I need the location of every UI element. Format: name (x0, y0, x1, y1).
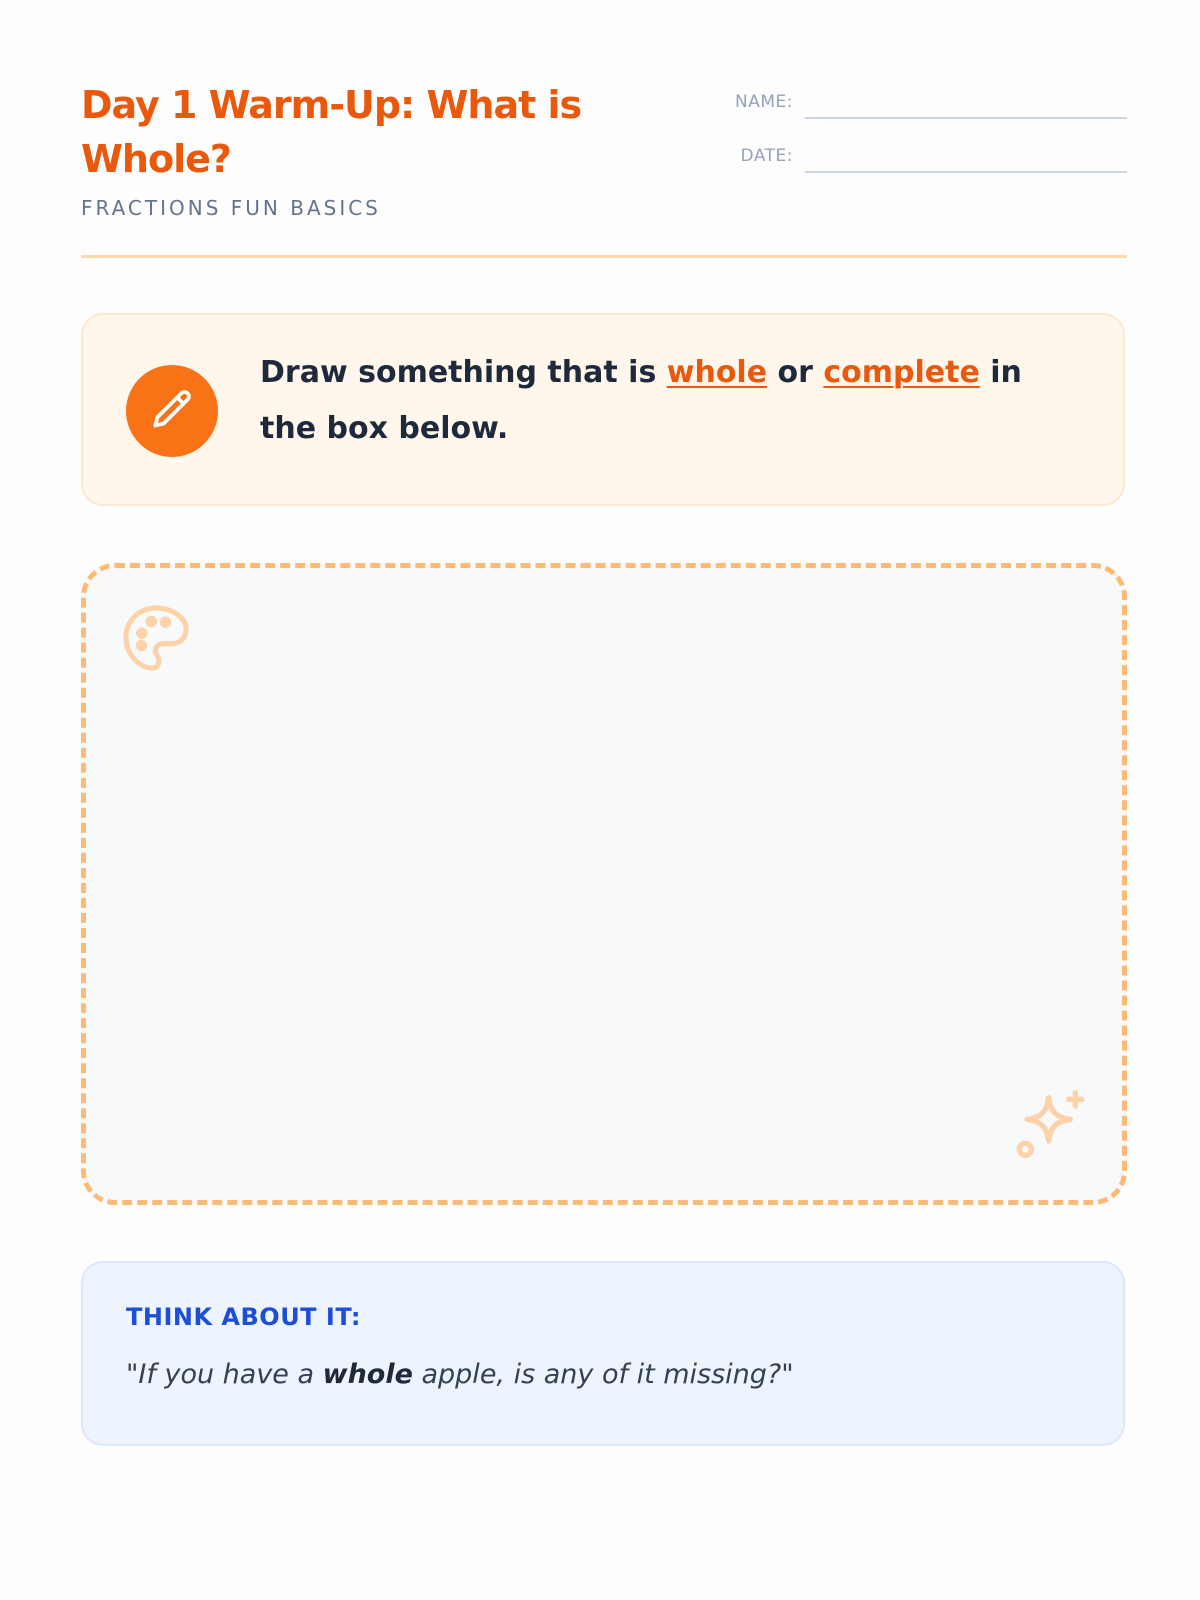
name-field-row (707, 86, 1127, 140)
instruction-text-start: Draw something that is (260, 355, 667, 390)
think-quote (126, 1359, 794, 1390)
date-label: DATE: (740, 146, 793, 166)
sparkle-icon (1012, 1086, 1092, 1170)
keyword-complete: complete (823, 355, 980, 390)
page-subtitle: FRACTIONS FUN BASICS (81, 196, 381, 220)
think-heading: THINK ABOUT IT: (126, 1303, 361, 1331)
instruction-card (81, 313, 1125, 506)
worksheet-page (81, 0, 1127, 1600)
think-quote-keyword: whole (322, 1359, 413, 1390)
instruction-text-end: in the box below. (260, 355, 1022, 446)
name-field[interactable] (805, 117, 1127, 119)
page-title: Day 1 Warm-Up: What is Whole? (81, 83, 582, 181)
name-label: NAME: (735, 92, 793, 112)
date-field[interactable] (805, 171, 1127, 173)
think-quote-end: apple, is any of it missing?" (412, 1359, 794, 1390)
keyword-whole: whole (666, 355, 768, 390)
think-quote-start: "If you have a (126, 1359, 323, 1390)
pencil-icon (126, 365, 218, 457)
instruction-text (260, 345, 1080, 457)
drawing-area[interactable] (81, 563, 1127, 1205)
header-divider (81, 255, 1127, 258)
think-about-it-card (81, 1261, 1125, 1446)
worksheet-header (81, 78, 1127, 258)
date-field-row (707, 140, 1127, 194)
student-info-fields (707, 86, 1127, 194)
instruction-text-middle: or (767, 355, 824, 390)
palette-icon (118, 600, 194, 680)
